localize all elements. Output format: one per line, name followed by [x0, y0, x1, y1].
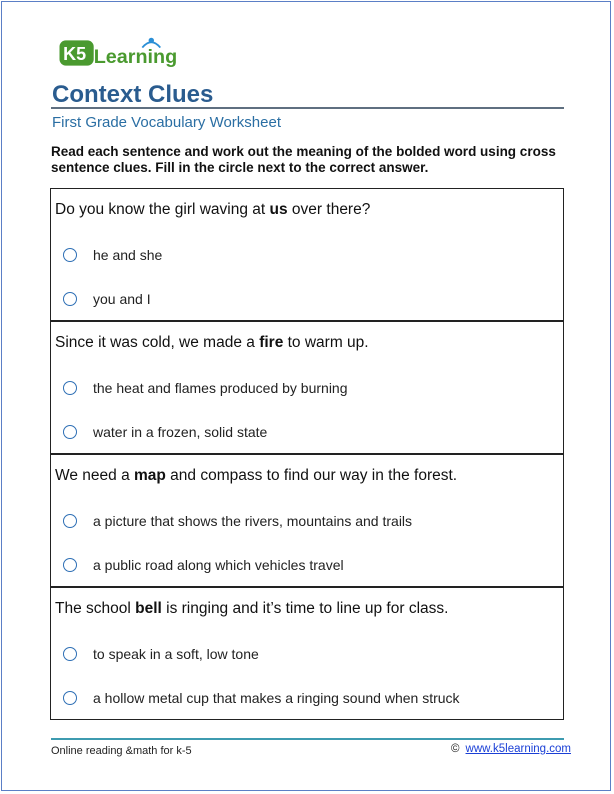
question-4: [51, 588, 563, 719]
radio-circle-icon[interactable]: [63, 558, 77, 572]
answer-option[interactable]: you and I: [63, 289, 151, 309]
title-divider: [51, 107, 564, 109]
radio-circle-icon[interactable]: [63, 691, 77, 705]
copyright-symbol: ©: [451, 743, 460, 755]
footer-tagline: Online reading &math for k-5: [51, 745, 192, 757]
question-stem: Since it was cold, we made a fire to warm up.: [55, 334, 369, 351]
question-stem: The school bell is ringing and it’s time to line up for class.: [55, 600, 449, 617]
radio-circle-icon[interactable]: [63, 381, 77, 395]
question-3: [51, 455, 563, 588]
question-stem: We need a map and compass to find our way in the forest.: [55, 467, 458, 484]
page-subtitle: First Grade Vocabulary Worksheet: [52, 114, 281, 131]
radio-circle-icon[interactable]: [63, 248, 77, 262]
answer-option[interactable]: a hollow metal cup that makes a ringing sound when struck: [63, 688, 460, 708]
radio-circle-icon[interactable]: [63, 292, 77, 306]
website-link[interactable]: www.k5learning.com: [465, 743, 571, 755]
question-1: [51, 189, 563, 322]
radio-circle-icon[interactable]: [63, 514, 77, 528]
bolded-word: fire: [259, 334, 284, 351]
logo-learning-text: Learning: [93, 45, 178, 68]
questions-box: [50, 188, 564, 720]
radio-circle-icon[interactable]: [63, 425, 77, 439]
answer-option[interactable]: water in a frozen, solid state: [63, 422, 267, 442]
logo-k5-text: K5: [63, 44, 87, 65]
question-stem: Do you know the girl waving at us over there?: [55, 201, 371, 218]
answer-option[interactable]: he and she: [63, 245, 162, 265]
bolded-word: map: [134, 467, 166, 484]
radio-circle-icon[interactable]: [63, 647, 77, 661]
answer-option[interactable]: the heat and flames produced by burning: [63, 378, 348, 398]
footer-divider: [51, 738, 564, 740]
answer-option[interactable]: a public road along which vehicles travel: [63, 555, 344, 575]
answer-option[interactable]: to speak in a soft, low tone: [63, 644, 259, 664]
bolded-word: bell: [135, 600, 162, 617]
instructions-text: Read each sentence and work out the meaning of the bolded word using cross sentence clues. Fill in the circle next to the correct answer.: [51, 144, 556, 175]
bolded-word: us: [269, 201, 288, 218]
k5-learning-logo: [52, 35, 202, 71]
footer-credit: [451, 743, 571, 755]
page-title: Context Clues: [52, 81, 214, 108]
question-2: [51, 322, 563, 455]
answer-option[interactable]: a picture that shows the rivers, mountains and trails: [63, 511, 412, 531]
